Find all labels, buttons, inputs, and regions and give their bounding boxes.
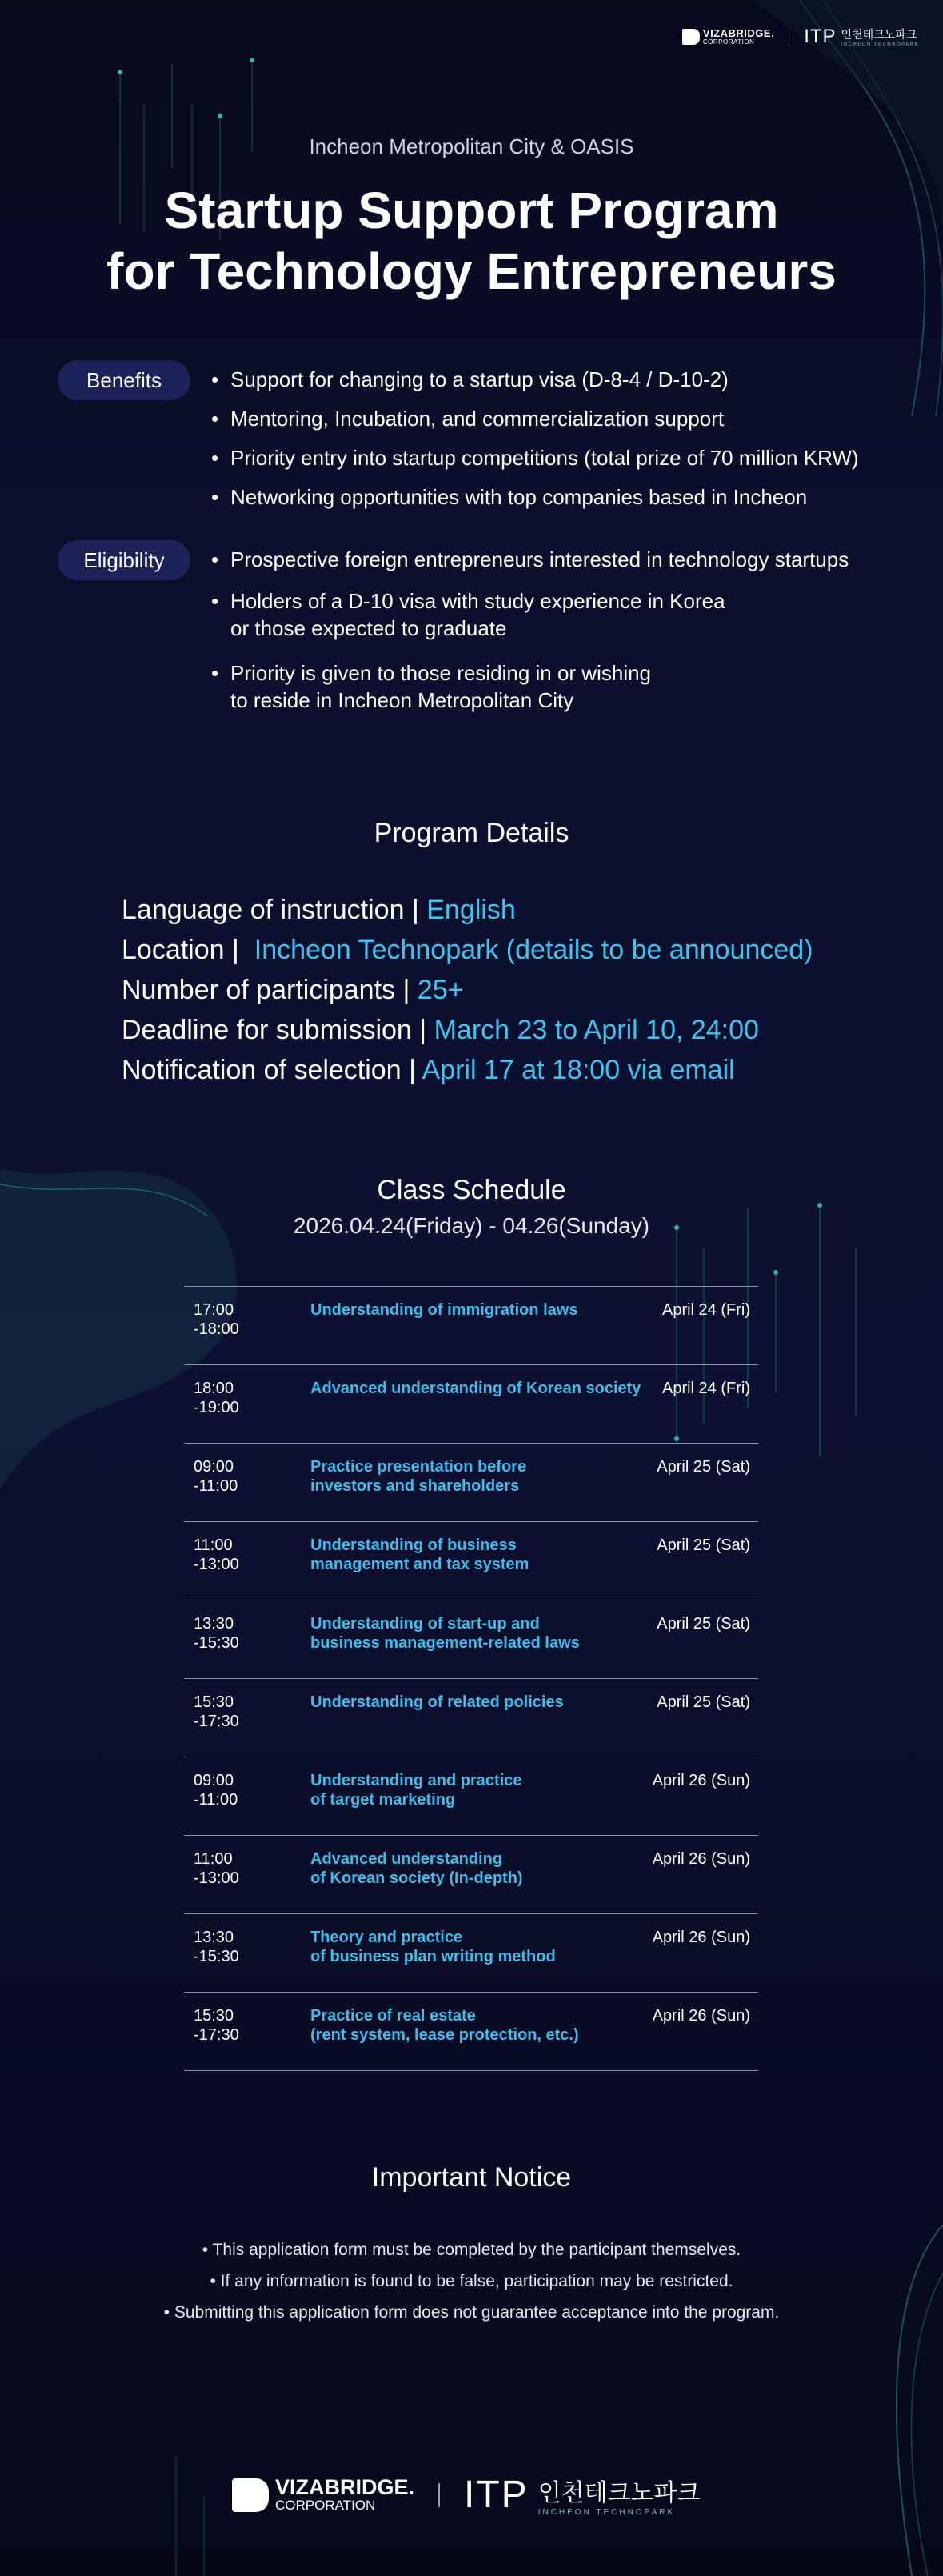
schedule-topic: Advanced understanding of Korean society (In-depth) <box>310 1850 523 1887</box>
itp-logo <box>804 26 919 48</box>
detail-value: March 23 to April 10, 24:00 <box>434 1015 759 1045</box>
vizabridge-name: VIZABRIDGE. <box>275 2474 415 2499</box>
detail-separator: | <box>402 975 410 1005</box>
detail-row-location <box>122 930 813 970</box>
class-schedule-heading: Class Schedule <box>377 1175 566 1205</box>
schedule-row <box>184 1836 758 1914</box>
schedule-topic: Practice presentation before investors and shareholders <box>310 1458 527 1495</box>
notice-item: • This application form must be completed by the participant themselves. <box>0 2234 943 2266</box>
page-title <box>0 180 943 302</box>
schedule-table <box>184 1286 758 2071</box>
detail-label: Location <box>122 935 225 965</box>
schedule-day: April 25 (Sat) <box>657 1536 750 1554</box>
vizabridge-logo-footer <box>232 2474 415 2514</box>
schedule-day: April 25 (Sat) <box>657 1615 750 1633</box>
itp-english: INCHEON TECHNOPARK <box>841 42 919 47</box>
schedule-topic: Understanding of business management and tax system <box>310 1536 529 1573</box>
schedule-row <box>184 1679 758 1757</box>
eligibility-item: • Prospective foreign entrepreneurs interested in technology startups <box>210 546 849 573</box>
program-details-heading: Program Details <box>374 818 569 848</box>
schedule-time: 11:00 -13:00 <box>194 1850 239 1887</box>
schedule-time: 09:00 -11:00 <box>194 1458 238 1495</box>
schedule-topic: Theory and practice of business plan writing method <box>310 1929 556 1965</box>
detail-label: Deadline for submission <box>122 1015 412 1045</box>
detail-row-participants <box>122 970 813 1010</box>
title-line-2: for Technology Entrepreneurs <box>106 242 837 300</box>
logo-divider <box>438 2483 440 2507</box>
schedule-time: 17:00 -18:00 <box>194 1301 239 1338</box>
schedule-day: April 26 (Sun) <box>652 2007 750 2025</box>
eligibility-list <box>210 546 849 714</box>
detail-value: English <box>426 895 516 925</box>
schedule-row <box>184 1365 758 1444</box>
vizabridge-logo <box>682 28 774 46</box>
itp-korean: 인천테크노파크 <box>537 2480 701 2506</box>
schedule-date-range: 2026.04.24(Friday) - 04.26(Sunday) <box>293 1213 650 1238</box>
schedule-time: 09:00 -11:00 <box>194 1772 238 1809</box>
benefits-list <box>210 366 859 511</box>
important-notice-heading: Important Notice <box>371 2162 572 2193</box>
detail-separator: | <box>409 1055 416 1085</box>
benefits-label: Benefits <box>58 360 190 400</box>
schedule-topic: Understanding and practice of target marketing <box>310 1772 522 1809</box>
vizabridge-sub: CORPORATION <box>275 2497 376 2513</box>
detail-row-deadline <box>122 1010 813 1050</box>
eligibility-item: • Priority is given to those residing in or wishing to reside in Incheon Metropolitan City <box>210 659 849 714</box>
benefit-item: • Support for changing to a startup visa (D-8-4 / D-10-2) <box>210 366 859 393</box>
schedule-row <box>184 1522 758 1600</box>
footer-logos <box>232 2473 701 2517</box>
header-logos <box>682 26 919 48</box>
itp-korean: 인천테크노파크 <box>841 28 917 41</box>
schedule-row <box>184 1757 758 1836</box>
notice-item: • Submitting this application form does not guarantee acceptance into the program. <box>0 2297 943 2328</box>
program-details-list <box>122 890 813 1090</box>
schedule-time: 11:00 -13:00 <box>194 1536 239 1573</box>
benefit-item: • Networking opportunities with top companies based in Incheon <box>210 483 859 511</box>
eligibility-label: Eligibility <box>58 540 190 580</box>
schedule-topic: Advanced understanding of Korean society <box>310 1380 641 1397</box>
detail-value: Incheon Technopark (details to be announced) <box>254 935 813 965</box>
schedule-time: 18:00 -19:00 <box>194 1380 239 1416</box>
benefit-item: • Mentoring, Incubation, and commercialization support <box>210 405 859 432</box>
notice-item: • If any information is found to be false, participation may be restricted. <box>0 2266 943 2297</box>
detail-separator: | <box>411 895 419 925</box>
schedule-time: 13:30 -15:30 <box>194 1929 239 1965</box>
vizabridge-name: VIZABRIDGE. <box>702 27 775 39</box>
eligibility-item: • Holders of a D-10 visa with study experience in Korea or those expected to graduate <box>210 587 849 642</box>
detail-separator: | <box>419 1015 427 1045</box>
schedule-row <box>184 1914 758 1993</box>
schedule-row <box>184 1600 758 1679</box>
itp-english: INCHEON TECHNOPARK <box>537 2508 676 2517</box>
schedule-day: April 26 (Sun) <box>652 1929 750 1946</box>
detail-value: 25+ <box>417 975 464 1005</box>
schedule-topic: Practice of real estate (rent system, lease protection, etc.) <box>310 2007 579 2044</box>
schedule-time: 15:30 -17:30 <box>194 1693 239 1730</box>
schedule-time: 13:30 -15:30 <box>194 1615 239 1652</box>
notice-list <box>0 2234 943 2328</box>
schedule-day: April 26 (Sun) <box>652 1850 750 1868</box>
detail-value: April 17 at 18:00 via email <box>422 1055 735 1085</box>
itp-logo-footer <box>464 2473 701 2517</box>
schedule-day: April 24 (Fri) <box>661 1380 750 1397</box>
schedule-topic: Understanding of immigration laws <box>310 1301 578 1319</box>
detail-label: Number of participants <box>122 975 396 1005</box>
benefit-item: • Priority entry into startup competitions (total prize of 70 million KRW) <box>210 444 859 471</box>
schedule-row <box>184 1993 758 2071</box>
vizabridge-mark-icon <box>232 2478 269 2512</box>
schedule-day: April 25 (Sat) <box>657 1693 750 1711</box>
itp-abbr: ITP <box>464 2474 529 2516</box>
itp-abbr: ITP <box>804 26 837 47</box>
title-line-1: Startup Support Program <box>164 182 779 239</box>
vizabridge-sub: CORPORATION <box>702 38 755 46</box>
schedule-day: April 24 (Fri) <box>661 1301 750 1319</box>
schedule-day: April 26 (Sun) <box>652 1772 750 1789</box>
schedule-topic: Understanding of start-up and business management-related laws <box>310 1615 580 1652</box>
detail-label: Language of instruction <box>122 895 405 925</box>
subtitle: Incheon Metropolitan City & OASIS <box>309 134 634 158</box>
schedule-topic: Understanding of related policies <box>310 1693 564 1711</box>
detail-row-notification <box>122 1050 813 1090</box>
detail-row-language <box>122 890 813 930</box>
schedule-row <box>184 1287 758 1365</box>
detail-label: Notification of selection <box>122 1055 402 1085</box>
schedule-day: April 25 (Sat) <box>657 1458 750 1476</box>
schedule-row <box>184 1444 758 1522</box>
detail-separator: | <box>232 935 239 965</box>
vizabridge-mark-icon <box>682 29 700 45</box>
schedule-time: 15:30 -17:30 <box>194 2007 239 2044</box>
